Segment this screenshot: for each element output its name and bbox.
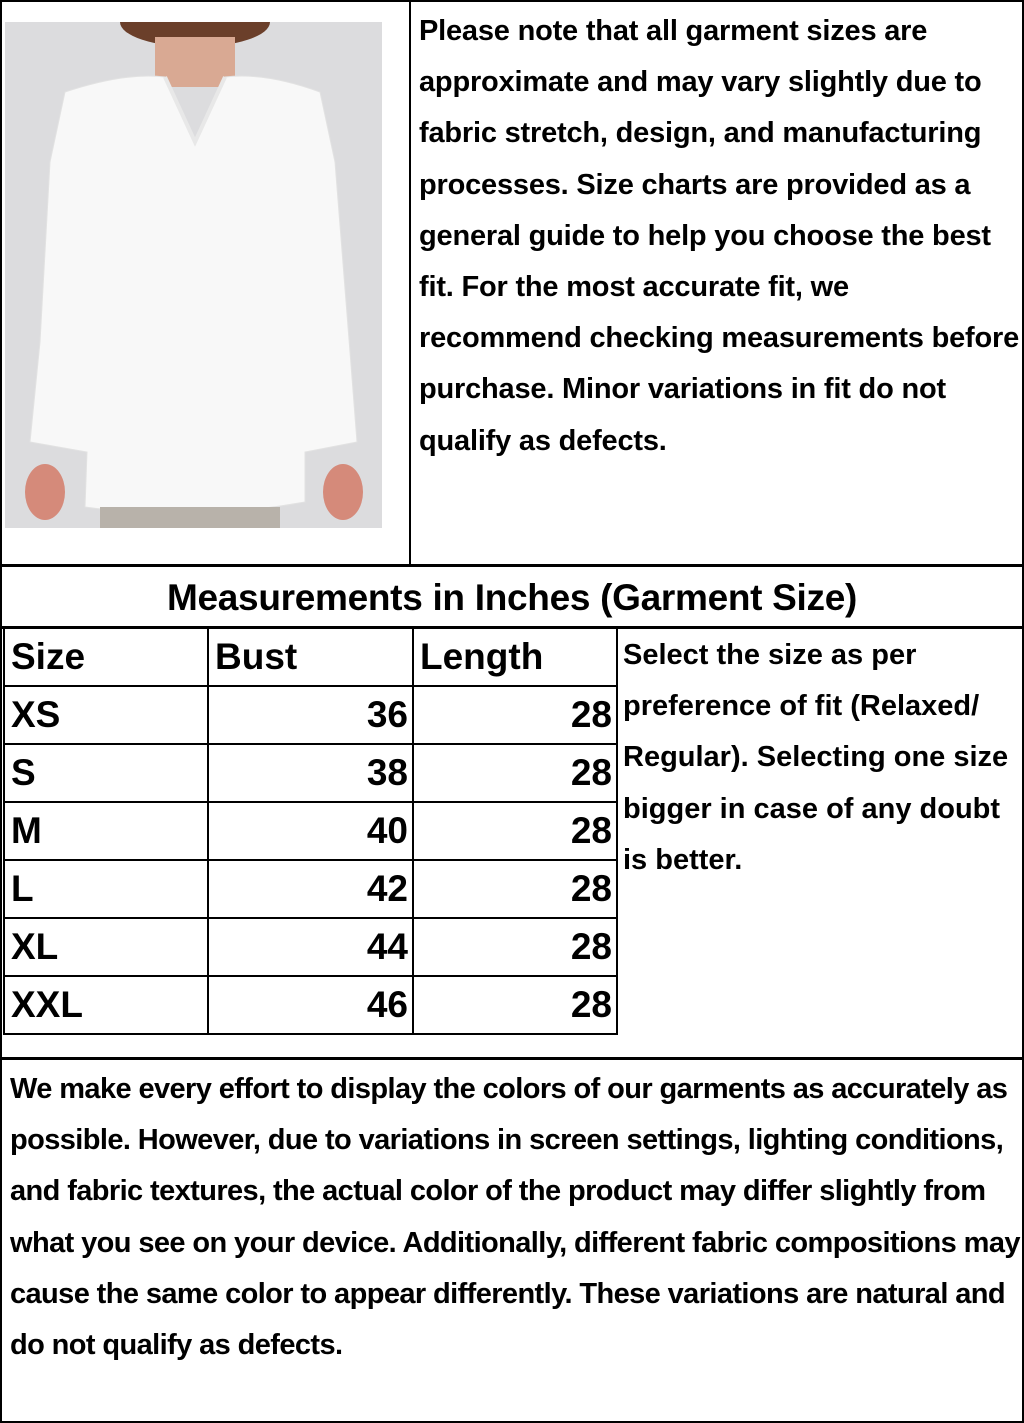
length-cell: 28 xyxy=(413,860,617,918)
size-chart-table xyxy=(3,627,618,1035)
bust-cell: 36 xyxy=(208,686,413,744)
length-cell: 28 xyxy=(413,918,617,976)
size-cell: XXL xyxy=(4,976,208,1034)
divider xyxy=(0,564,1024,567)
column-header-size: Size xyxy=(4,628,208,686)
table-row xyxy=(4,976,617,1034)
product-photo xyxy=(5,22,382,528)
size-cell: L xyxy=(4,860,208,918)
column-header-length: Length xyxy=(413,628,617,686)
bust-cell: 38 xyxy=(208,744,413,802)
tunic-illustration xyxy=(5,22,382,528)
length-cell: 28 xyxy=(413,976,617,1034)
size-disclaimer: Please note that all garment sizes are approximate and may vary slightly due to fabric stretch, design, and manufacturing processes. Size charts are provided as a general guide to help you choose the best fit. For the most accurate fit, we recommend checking measurements before purchase. Minor variations in fit do not qualify as defects. xyxy=(419,15,1020,457)
table-header-row xyxy=(4,628,617,686)
table-row xyxy=(4,802,617,860)
size-cell: XL xyxy=(4,918,208,976)
length-cell: 28 xyxy=(413,802,617,860)
length-cell: 28 xyxy=(413,686,617,744)
column-header-bust: Bust xyxy=(208,628,413,686)
bust-cell: 40 xyxy=(208,802,413,860)
divider xyxy=(0,1057,1024,1060)
bust-cell: 42 xyxy=(208,860,413,918)
size-cell: XS xyxy=(4,686,208,744)
size-chart-title: Measurements in Inches (Garment Size) xyxy=(166,577,858,618)
size-cell: M xyxy=(4,802,208,860)
table-row xyxy=(4,744,617,802)
size-cell: S xyxy=(4,744,208,802)
table-row xyxy=(4,860,617,918)
fit-advice: Select the size as per preference of fit (Relaxed/ Regular). Selecting one size bigger in case of any doubt is better. xyxy=(623,639,1009,876)
bust-cell: 46 xyxy=(208,976,413,1034)
color-disclaimer: We make every effort to display the colors of our garments as accurately as possible. However, due to variations in screen settings, lighting conditions, and fabric textures, the actual color of the product may differ slightly from what you see on your device. Additionally, different fabric compositions may cause the same color to appear differently. These variations are natural and do not qualify as defects. xyxy=(10,1073,1020,1362)
bust-cell: 44 xyxy=(208,918,413,976)
table-row xyxy=(4,918,617,976)
length-cell: 28 xyxy=(413,744,617,802)
table-row xyxy=(4,686,617,744)
divider xyxy=(409,0,411,566)
